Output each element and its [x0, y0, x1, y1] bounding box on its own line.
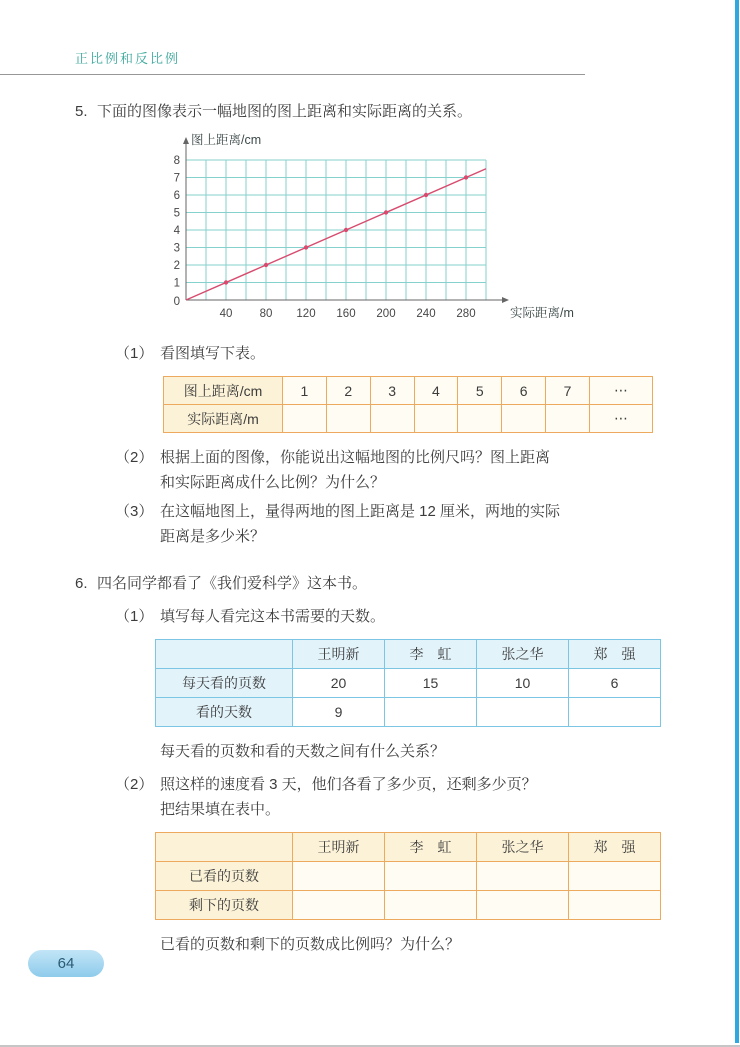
chart-y-tick-label: 4 [173, 225, 180, 237]
table-row [164, 377, 653, 405]
header-rule [0, 74, 585, 75]
page-number-badge [28, 950, 104, 977]
table-cell [546, 405, 590, 433]
table-cell: 1 [283, 377, 327, 405]
page-number: 64 [57, 955, 75, 972]
chart-data-point [264, 263, 268, 267]
sub-marker: （2） [115, 449, 154, 466]
problem-6-sub-1 [115, 604, 685, 629]
problem-6 [75, 571, 685, 596]
sub-marker: （3） [115, 503, 154, 520]
chart-y-tick-label: 3 [173, 242, 180, 255]
column-header [156, 640, 293, 669]
table-cell: 15 [385, 669, 477, 698]
sub-marker: （2） [115, 776, 154, 793]
chart-y-tick-label: 8 [173, 155, 180, 167]
chart-x-arrow-icon [502, 297, 509, 303]
chart-x-tick-label: 120 [296, 308, 316, 320]
column-header: 李 虹 [385, 640, 477, 669]
table-cell: 10 [477, 669, 569, 698]
table-cell [385, 862, 477, 891]
problem-6-question-2: 已看的页数和剩下的页数成比例吗？为什么？ [160, 936, 461, 953]
row-header: 已看的页数 [156, 862, 293, 891]
table-cell [385, 698, 477, 727]
proportion-chart [148, 132, 578, 324]
table-cell [293, 891, 385, 920]
sub-text: 填写每人看完这本书需要的天数。 [160, 608, 386, 625]
table-cell [293, 862, 385, 891]
chart-data-point [344, 228, 348, 232]
table-cell [502, 405, 546, 433]
table-cell [458, 405, 502, 433]
chart-data-point [464, 175, 468, 179]
chart-data-line [186, 169, 486, 300]
column-header: 李 虹 [385, 833, 477, 862]
chart-y-axis-label: 图上距离/cm [191, 133, 262, 147]
chapter-title: 正比例和反比例 [75, 51, 181, 66]
chart-y-tick-label: 5 [173, 207, 180, 220]
chart-y-tick-label: 7 [173, 172, 180, 185]
column-header: 张之华 [477, 640, 569, 669]
table-cell: 4 [414, 377, 458, 405]
table-row [156, 669, 661, 698]
table-cell [477, 862, 569, 891]
chart-x-tick-label: 240 [416, 308, 436, 320]
column-header: 郑 强 [569, 833, 661, 862]
chart-wrap [148, 132, 685, 329]
table-row [164, 405, 653, 433]
table-cell: 3 [370, 377, 414, 405]
table-cell [477, 891, 569, 920]
table-cell: 20 [293, 669, 385, 698]
problem-number: 5. [75, 103, 88, 120]
problem-6-sub-2 [115, 772, 685, 822]
column-header [156, 833, 293, 862]
problem-5-sub-1 [115, 341, 685, 366]
chart-data-point [384, 210, 388, 214]
row-header: 剩下的页数 [156, 891, 293, 920]
problem-number: 6. [75, 575, 88, 592]
sub-text: 看图填写下表。 [160, 345, 266, 362]
row-header: 图上距离/cm [164, 377, 283, 405]
chart-x-tick-label: 200 [376, 308, 396, 320]
table-cell [477, 698, 569, 727]
reading-days-table [155, 639, 661, 727]
table-cell: 7 [546, 377, 590, 405]
column-header: 王明新 [293, 833, 385, 862]
table-row [156, 891, 661, 920]
pages-read-table [155, 832, 661, 920]
chart-data-point [424, 193, 428, 197]
chart-y-tick-label: 0 [173, 296, 180, 308]
chart-y-arrow-icon [183, 137, 189, 144]
sub-marker: （1） [115, 345, 154, 362]
row-header: 实际距离/m [164, 405, 283, 433]
sub-text: 照这样的速度看 3 天，他们各看了多少页，还剩多少页？ 把结果填在表中。 [160, 776, 537, 818]
table-row [156, 698, 661, 727]
table-cell: ⋯ [590, 377, 653, 405]
problem-text: 四名同学都看了《我们爱科学》这本书。 [97, 575, 368, 592]
table-cell: 5 [458, 377, 502, 405]
chart-x-tick-label: 160 [336, 308, 356, 320]
table-cell [569, 862, 661, 891]
table-cell: 2 [326, 377, 370, 405]
table-cell [370, 405, 414, 433]
table-header-row [156, 640, 661, 669]
table-cell [385, 891, 477, 920]
table-row [156, 862, 661, 891]
sub-marker: （1） [115, 608, 154, 625]
row-header: 每天看的页数 [156, 669, 293, 698]
table-cell: ⋯ [590, 405, 653, 433]
chart-data-point [304, 245, 308, 249]
sub-text: 在这幅地图上，量得两地的图上距离是 12 厘米，两地的实际 距离是多少米？ [160, 503, 561, 545]
row-header: 看的天数 [156, 698, 293, 727]
chart-y-tick-label: 6 [173, 190, 180, 202]
chart-x-tick-label: 80 [259, 308, 273, 320]
column-header: 张之华 [477, 833, 569, 862]
chart-x-axis-label: 实际距离/m [510, 306, 574, 320]
table-cell [569, 698, 661, 727]
table-header-row [156, 833, 661, 862]
map-distance-table [163, 376, 653, 433]
table-cell [326, 405, 370, 433]
sub-text: 根据上面的图像，你能说出这幅地图的比例尺吗？图上距离 和实际距离成什么比例？为什么？ [160, 449, 551, 491]
table-cell [414, 405, 458, 433]
problem-5-sub-3 [115, 499, 685, 549]
table-cell [569, 891, 661, 920]
page-edge-bar [735, 0, 739, 1043]
problem-5 [75, 99, 685, 124]
table-cell [283, 405, 327, 433]
problem-6-question-1: 每天看的页数和看的天数之间有什么关系？ [160, 743, 446, 760]
chart-x-tick-label: 40 [219, 308, 233, 320]
chart-y-tick-label: 2 [173, 260, 180, 272]
chart-data-point [224, 280, 228, 284]
table-cell: 9 [293, 698, 385, 727]
column-header: 王明新 [293, 640, 385, 669]
problem-5-sub-2 [115, 445, 685, 495]
chart-x-tick-label: 280 [456, 308, 476, 320]
table-cell: 6 [502, 377, 546, 405]
chart-y-tick-label: 1 [173, 277, 180, 290]
problem-text: 下面的图像表示一幅地图的图上距离和实际距离的关系。 [97, 103, 473, 120]
column-header: 郑 强 [569, 640, 661, 669]
table-cell: 6 [569, 669, 661, 698]
